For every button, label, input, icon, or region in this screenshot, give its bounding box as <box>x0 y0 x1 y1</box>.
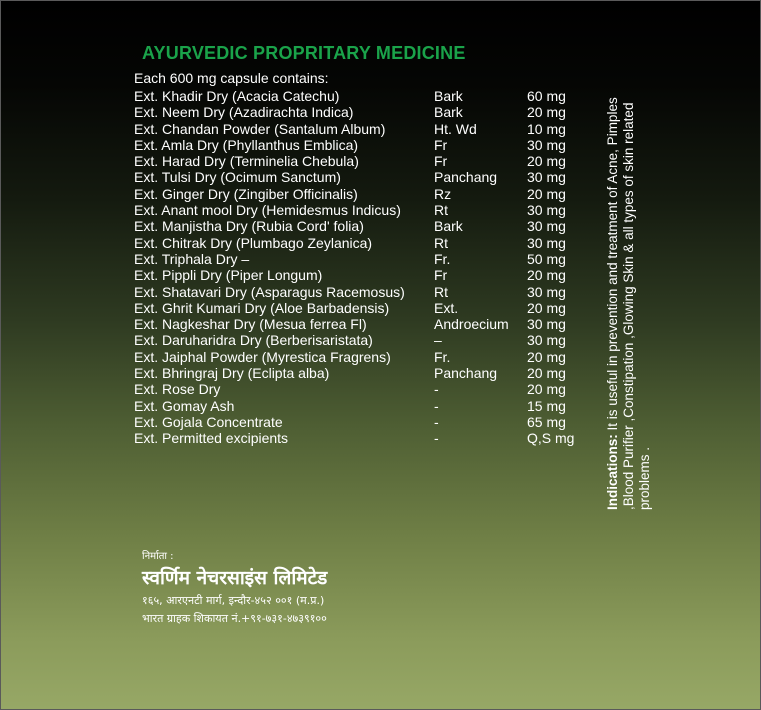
indications-label: Indications: <box>605 434 620 510</box>
ingredient-name: Ext. Pippli Dry (Piper Longum) <box>134 267 323 284</box>
ingredient-part: Rt <box>434 283 448 300</box>
indications-body: It is useful in prevention and treatment of Acne, Pimples ,Blood Purifier ,Constipation ,Glowing Skin & all types of skin related problems . <box>605 97 652 510</box>
ingredient-part: Panchang <box>434 169 498 186</box>
ingredient-quantity: 30 mg <box>527 218 566 235</box>
ingredient-row <box>134 251 604 267</box>
ingredient-part: Rz <box>434 185 452 202</box>
ingredient-quantity: 50 mg <box>527 250 566 267</box>
manufacturer-address: १६५, आरएनटी मार्ग, इन्दौर-४५२ ००१ (म.प्र.) <box>142 594 325 607</box>
ingredient-name: Ext. Manjistha Dry (Rubia Cord' folia) <box>134 218 364 235</box>
ingredient-table <box>134 88 604 447</box>
ingredient-quantity: 15 mg <box>527 397 566 414</box>
ingredient-name: Ext. Amla Dry (Phyllanthus Emblica) <box>134 136 359 153</box>
ingredient-row <box>134 137 604 153</box>
ingredient-name: Ext. Ghrit Kumari Dry (Aloe Barbadensis) <box>134 299 390 316</box>
ingredient-name: Ext. Jaiphal Powder (Myrestica Fragrens) <box>134 348 391 365</box>
ingredient-quantity: 20 mg <box>527 153 566 170</box>
ingredient-row <box>134 186 604 202</box>
ingredient-quantity: 20 mg <box>527 267 566 284</box>
ingredient-part: Fr <box>434 153 448 170</box>
ingredient-row <box>134 349 604 365</box>
ingredient-part: - <box>434 430 439 447</box>
ingredient-name: Ext. Tulsi Dry (Ocimum Sanctum) <box>134 169 341 186</box>
ingredient-name: Ext. Chandan Powder (Santalum Album) <box>134 120 386 137</box>
ingredient-quantity: 30 mg <box>527 283 566 300</box>
ingredient-quantity: 20 mg <box>527 348 566 365</box>
ingredient-row <box>134 332 604 348</box>
ingredient-part: Fr. <box>434 250 451 267</box>
ingredient-quantity: 30 mg <box>527 169 566 186</box>
ingredient-row <box>134 365 604 381</box>
ingredient-quantity: 20 mg <box>527 185 566 202</box>
ingredient-name: Ext. Rose Dry <box>134 381 221 398</box>
ingredient-row <box>134 104 604 120</box>
ingredient-row <box>134 153 604 169</box>
ingredient-quantity: 65 mg <box>527 413 566 430</box>
ingredient-part: Bark <box>434 218 463 235</box>
ingredient-name: Ext. Gojala Concentrate <box>134 413 283 430</box>
ingredient-part: Bark <box>434 88 463 104</box>
ingredient-name: Ext. Khadir Dry (Acacia Catechu) <box>134 88 340 104</box>
ingredient-quantity: 60 mg <box>527 88 566 104</box>
ingredient-name: Ext. Neem Dry (Azadirachta Indica) <box>134 104 354 121</box>
ingredient-row <box>134 381 604 397</box>
ingredient-name: Ext. Bhringraj Dry (Eclipta alba) <box>134 365 330 382</box>
manufacturer-complaint-number: भारत ग्राहक शिकायत नं.+९१-७३१-४७३९१०० <box>142 612 327 625</box>
ingredient-part: Androecium <box>434 316 509 333</box>
composition-intro: Each 600 mg capsule contains: <box>134 70 329 86</box>
ingredient-part: – <box>434 332 442 349</box>
ingredient-quantity: 30 mg <box>527 202 566 219</box>
ingredient-row <box>134 398 604 414</box>
ingredient-quantity: 20 mg <box>527 299 566 316</box>
ingredient-quantity: 20 mg <box>527 381 566 398</box>
ingredient-name: Ext. Shatavari Dry (Asparagus Racemosus) <box>134 283 405 300</box>
ingredient-part: - <box>434 413 439 430</box>
ingredient-row <box>134 235 604 251</box>
ingredient-part: Bark <box>434 104 463 121</box>
indications-text <box>605 60 653 510</box>
ingredient-quantity: 10 mg <box>527 120 566 137</box>
ingredient-quantity: Q,S mg <box>527 430 575 447</box>
ingredient-row <box>134 430 604 446</box>
ingredient-part: Fr <box>434 267 448 284</box>
ingredient-part: Fr. <box>434 348 451 365</box>
ingredient-name: Ext. Gomay Ash <box>134 397 235 414</box>
ingredient-part: Rt <box>434 234 448 251</box>
manufacturer-label: निर्माता : <box>142 551 174 562</box>
ingredient-part: Rt <box>434 202 448 219</box>
ingredient-row <box>134 88 604 104</box>
ingredient-name: Ext. Chitrak Dry (Plumbago Zeylanica) <box>134 234 373 251</box>
ingredient-row <box>134 121 604 137</box>
ingredient-quantity: 30 mg <box>527 316 566 333</box>
ingredient-name: Ext. Nagkeshar Dry (Mesua ferrea Fl) <box>134 316 367 333</box>
manufacturer-name: स्वर्णिम नेचरसाइंस लिमिटेड <box>142 567 328 589</box>
ingredient-name: Ext. Permitted excipients <box>134 430 289 447</box>
ingredient-row <box>134 267 604 283</box>
ingredient-part: - <box>434 381 439 398</box>
ingredient-part: Fr <box>434 136 448 153</box>
ingredient-quantity: 20 mg <box>527 365 566 382</box>
ingredient-row <box>134 169 604 185</box>
ingredient-quantity: 30 mg <box>527 332 566 349</box>
ingredient-row <box>134 218 604 234</box>
ingredient-part: - <box>434 397 439 414</box>
ingredient-name: Ext. Daruharidra Dry (Berberisaristata) <box>134 332 373 349</box>
ingredient-quantity: 30 mg <box>527 136 566 153</box>
ingredient-part: Panchang <box>434 365 498 382</box>
ingredient-name: Ext. Harad Dry (Terminelia Chebula) <box>134 153 359 170</box>
ingredient-row <box>134 414 604 430</box>
ingredient-quantity: 20 mg <box>527 104 566 121</box>
ingredient-row <box>134 300 604 316</box>
ingredient-row <box>134 284 604 300</box>
ingredient-quantity: 30 mg <box>527 234 566 251</box>
product-title: AYURVEDIC PROPRITARY MEDICINE <box>142 43 466 63</box>
ingredient-row <box>134 316 604 332</box>
ingredient-part: Ext. <box>434 299 459 316</box>
ingredient-name: Ext. Ginger Dry (Zingiber Officinalis) <box>134 185 358 202</box>
ingredient-row <box>134 202 604 218</box>
ingredient-name: Ext. Triphala Dry – <box>134 250 250 267</box>
ingredient-name: Ext. Anant mool Dry (Hemidesmus Indicus) <box>134 202 401 219</box>
ingredient-part: Ht. Wd <box>434 120 477 137</box>
manufacturer-block <box>142 548 327 626</box>
